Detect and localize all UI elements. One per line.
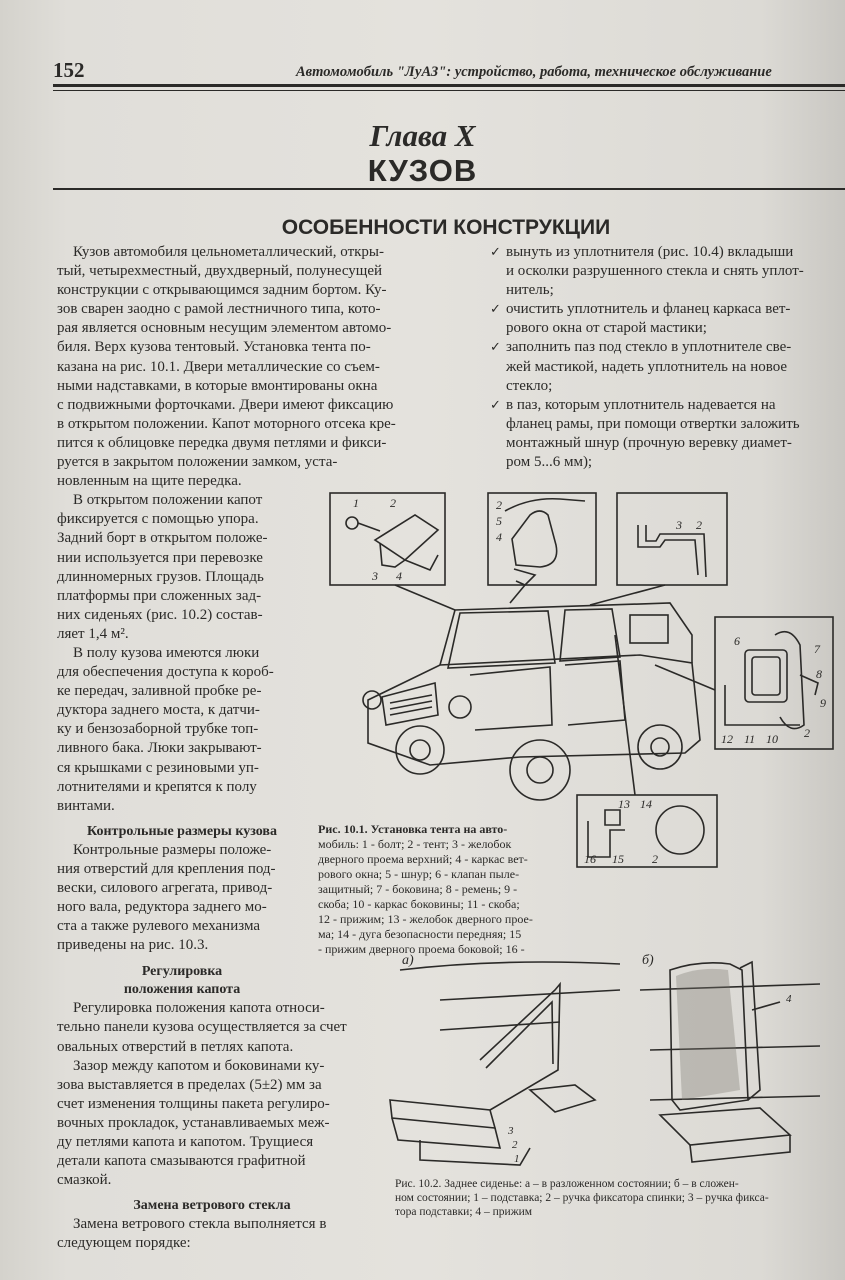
text-line: рового окна от старой мастики; [506, 320, 707, 337]
header-rule [53, 84, 845, 87]
callout-label: 9 [820, 696, 826, 710]
text-line: казана на рис. 10.1. Двери металлические со съем- [57, 358, 380, 375]
callout-label: 5 [496, 514, 502, 528]
figure-10-2-illustration [380, 950, 840, 1172]
text-line: тельно панели кузова осуществляется за счет [57, 1019, 347, 1036]
caption-line: ма; 14 - дуга безопасности передняя; 15 [318, 927, 522, 941]
text-line: В открытом положении капот [73, 492, 263, 509]
step-item: ✓ в паз, которым уплотнитель надевается на [490, 396, 845, 415]
callout-label: 7 [814, 642, 820, 656]
page-number: 152 [53, 58, 85, 82]
text-line: лотнителями и крепятся к полу [57, 778, 257, 795]
callout-label: 14 [640, 797, 652, 811]
text-line: стекло; [506, 377, 553, 394]
text-line: приведены на рис. 10.3. [57, 937, 209, 954]
subfigure-label-a: а) [402, 953, 414, 968]
text-line: ляет 1,4 м². [57, 625, 129, 642]
subheading-hood-adjust-2: положения капота [123, 982, 241, 998]
check-icon: ✓ [490, 340, 501, 356]
callout-label: 8 [816, 667, 822, 681]
text-line: нии используется при перевозке [57, 549, 263, 566]
text-line: и осколки разрушенного стекла и снять уплот- [506, 263, 804, 280]
text-line: новленным на щите передка. [57, 473, 242, 490]
folded-seat-base [660, 1108, 790, 1145]
section-title: ОСОБЕННОСТИ КОНСТРУКЦИИ [281, 216, 611, 239]
text-line: Задний борт в открытом положе- [57, 530, 268, 547]
text-line: смазкой. [57, 1172, 112, 1189]
caption-line: защитный; 7 - боковина; 8 - ремень; 9 - [318, 882, 518, 896]
text-line: для обеспечения доступа к короб- [57, 664, 274, 681]
subheading-windshield: Замена ветрового стекла [133, 1198, 291, 1214]
caption-line: Рис. 10.2. Заднее сиденье: а – в разложенном состоянии; б – в сложен- [395, 1178, 739, 1190]
text-line: следующем порядке: [57, 1235, 191, 1252]
caption-line: Рис. 10.1. Установка тента на авто- [318, 822, 508, 836]
step-item: ✓ очистить уплотнитель и фланец каркаса вет- [490, 300, 845, 319]
callout-label: 10 [766, 732, 778, 746]
caption-line: ном состоянии; 1 – подставка; 2 – ручка фиксатора спинки; 3 – ручка фикса- [395, 1192, 769, 1204]
text-line: тый, четырехместный, двухдверный, полунесущей [57, 263, 383, 280]
callout-label: 6 [734, 634, 740, 648]
callout-label: 3 [676, 518, 682, 532]
text-line: платформы при сложенных зад- [57, 587, 262, 604]
text-line: ными надставками, в которые вмонтированы окна [57, 377, 378, 394]
callout-label: 3 [508, 1125, 514, 1137]
text-line: зова выставляется в пределах (5±2) мм за [57, 1076, 322, 1093]
check-icon: ✓ [490, 397, 501, 413]
seat-cushion [390, 1100, 495, 1128]
text-line: нитель; [506, 282, 554, 299]
windshield-steps [490, 243, 845, 472]
text-line: вески, силового агрегата, привод- [57, 880, 273, 896]
header-rule-thin [53, 90, 845, 91]
callout-label: 4 [496, 530, 502, 544]
step-item: ✓ вынуть из уплотнителя (рис. 10.4) вкладыши [490, 243, 845, 262]
text-line: монтажный шнур (прочную веревку диамет- [506, 434, 792, 451]
text-line: Зазор между капотом и боковинами ку- [73, 1057, 325, 1074]
text-line: пится к облицовке передка двумя петлями и фикси- [57, 434, 387, 451]
chapter-title: КУЗОВ [367, 153, 478, 188]
text-line: ста а также рулевого механизма [57, 918, 260, 935]
caption-line: тора подставки; 4 – прижим [395, 1206, 533, 1218]
chapter-rule [53, 188, 845, 190]
text-line: ливного бака. Люки закрывают- [57, 740, 262, 757]
text-line: в открытом положении. Капот моторного отсека кре- [57, 415, 396, 432]
text-line: них сиденьях (рис. 10.2) состав- [57, 606, 263, 623]
text-line: счет изменения толщины пакета регулиро- [57, 1095, 330, 1112]
text-line: ду петлями капота и капотом. Трущиеся [57, 1134, 314, 1151]
chapter-label: Глава X [369, 118, 476, 153]
text-line: рая является основным несущим элементом автомо- [57, 320, 392, 337]
callout-label: 12 [721, 732, 733, 746]
caption-line: мобиль: 1 - болт; 2 - тент; 3 - желобок [318, 837, 512, 851]
detail-box-side [715, 617, 833, 749]
step-list [490, 243, 845, 472]
detail-box-cord [488, 493, 596, 585]
panel-line [400, 962, 620, 970]
callout-label: 1 [514, 1153, 520, 1165]
text-line: ного вала, редуктора заднего мо- [57, 899, 267, 916]
text-line: ния отверстий для крепления под- [57, 860, 276, 877]
caption-line: скоба; 10 - каркас боковины; 11 - скоба; [318, 897, 520, 911]
paragraph-body-construction [57, 243, 437, 491]
text-line: ку и бензозаборной трубке топ- [57, 721, 259, 738]
check-icon: ✓ [490, 245, 501, 260]
text-line: длинномерных грузов. Площадь [57, 568, 264, 585]
callout-label: 2 [652, 852, 658, 866]
figure-10-1-caption [318, 822, 568, 957]
text-line: вочных прокладок, устанавливаемых меж- [57, 1114, 330, 1131]
check-icon: ✓ [490, 302, 501, 318]
text-line: Замена ветрового стекла выполняется в [73, 1216, 327, 1233]
callout-label: 2 [496, 498, 502, 512]
text-line: Кузов автомобиля цельнометаллический, откры- [73, 244, 384, 260]
text-line: овальных отверстий в петлях капота. [57, 1038, 294, 1055]
detail-box-gutter [617, 493, 727, 585]
callout-label: 13 [618, 797, 630, 811]
figure-10-1-illustration [320, 485, 845, 870]
callout-label: 1 [353, 496, 359, 510]
text-line: Регулировка положения капота относи- [73, 1000, 325, 1017]
text-line: биля. Верх кузова тентовый. Установка тента по- [57, 339, 371, 356]
caption-lines [318, 822, 568, 957]
subheading-hood-adjust: Регулировка [141, 964, 223, 980]
step-item: ✓ заполнить паз под стекло в уплотнителе све- [490, 338, 845, 357]
text-line: детали капота смазываются графитной [57, 1153, 306, 1170]
text-line: зов сварен заодно с рамой лестничного типа, кото- [57, 301, 381, 318]
text-line: конструкции с открывающимся задним бортом. Ку- [57, 282, 387, 299]
callout-label: 3 [372, 569, 378, 583]
seat-back [480, 984, 560, 1110]
text-line: В полу кузова имеются люки [73, 644, 260, 661]
callout-label: 15 [612, 852, 624, 866]
callout-label: 2 [804, 726, 810, 740]
running-title: Автомомобиль "ЛуАЗ": устройство, работа, техническое обслуживание [296, 64, 772, 80]
text-line: руется в закрытом положении замком, уста- [57, 454, 338, 471]
caption-line: рового окна; 5 - шнур; 6 - клапан пыле- [318, 867, 520, 881]
callout-label: 2 [390, 496, 396, 510]
text-line: ке передач, заливной пробке ре- [57, 683, 262, 700]
caption-lines [395, 1177, 840, 1219]
subheading-control-sizes: Контрольные размеры кузова [87, 823, 277, 839]
callout-label: 11 [744, 732, 756, 746]
callout-label: 2 [512, 1139, 518, 1151]
callout-label: 2 [696, 518, 702, 532]
text-line: ся крышками с резиновыми уп- [57, 759, 259, 776]
text-line: фиксируется с помощью упора. [57, 511, 259, 528]
paragraph-windshield [57, 1215, 437, 1253]
text-line: жей мастикой, надеть уплотнитель на новое [506, 358, 788, 375]
callout-label: 4 [786, 993, 792, 1005]
text-line: ром 5...6 мм); [506, 454, 593, 471]
text-line: Контрольные размеры положе- [73, 841, 272, 858]
callout-label: 16 [584, 852, 596, 866]
text-line: дуктора заднего моста, к датчи- [57, 702, 260, 719]
figure-10-2-caption [395, 1177, 840, 1219]
subfigure-label-b: б) [642, 953, 654, 968]
callout-label: 4 [396, 569, 402, 583]
caption-line: 12 - прижим; 13 - желобок дверного прое- [318, 912, 533, 926]
text-line: винтами. [57, 797, 115, 814]
caption-line: дверного проема верхний; 4 - каркас вет- [318, 852, 528, 866]
caption-line: - прижим дверного проема боковой; 16 - [318, 942, 525, 956]
text-line: фланец рамы, при помощи отвертки заложить [506, 415, 800, 432]
text-line: с подвижными форточками. Двери имеют фиксацию [57, 396, 394, 413]
